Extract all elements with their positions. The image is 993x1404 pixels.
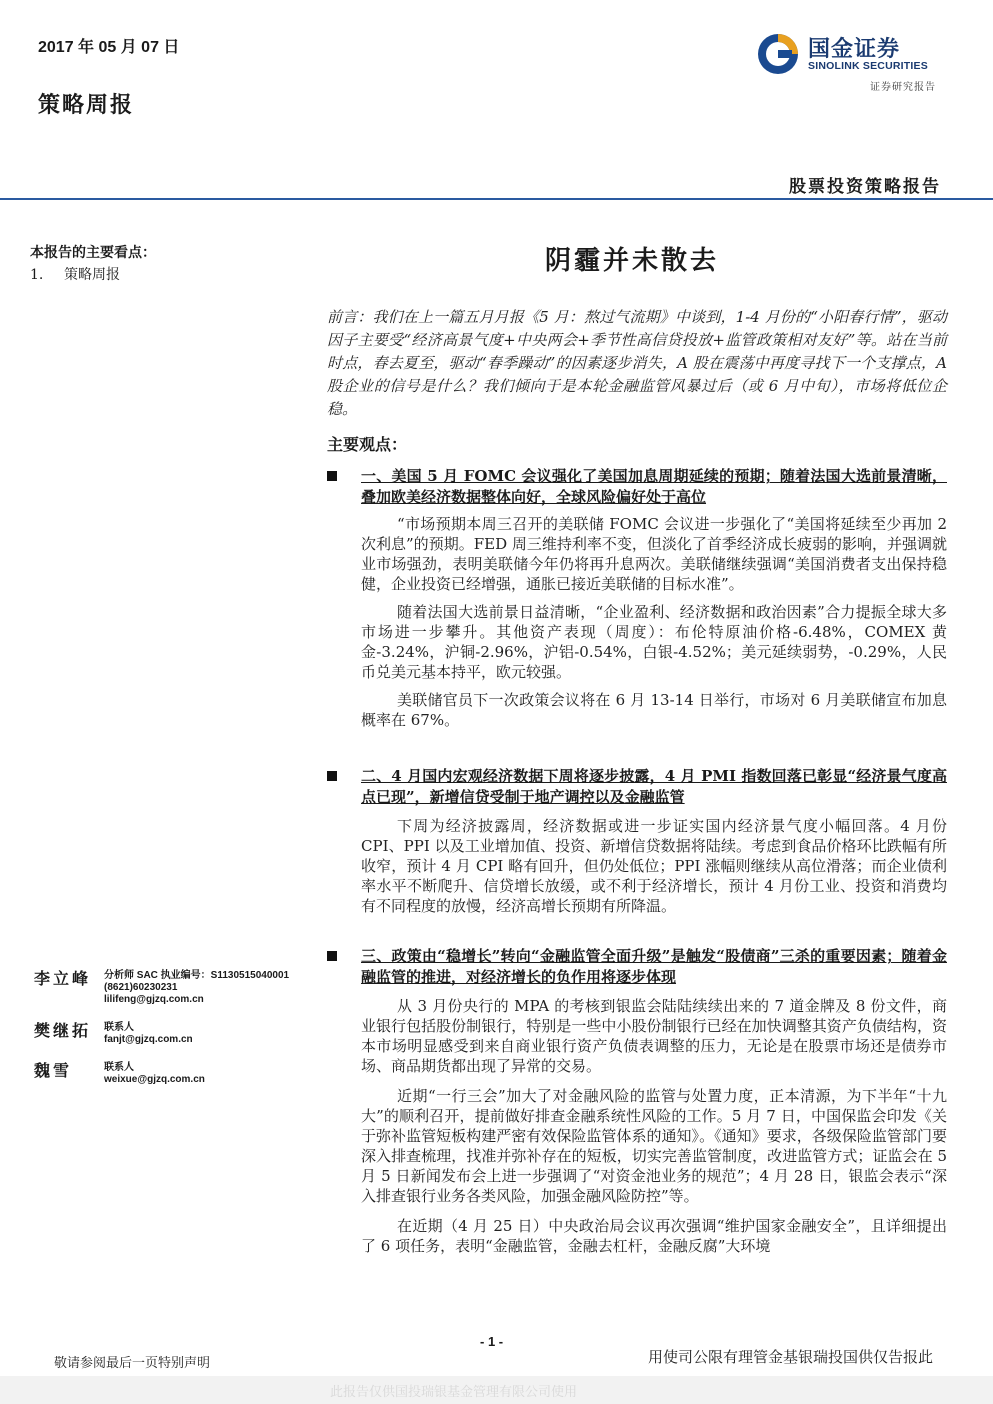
analyst-info: [104, 970, 289, 1006]
report-date: 2017 年 05 月 07 日: [38, 39, 180, 56]
analyst-info: [104, 1022, 193, 1046]
analyst-name: 魏雪: [34, 1061, 73, 1080]
section-3-paragraph: 在近期（4 月 25 日）中央政治局会议再次强调“维护国家金融安全”，且详细提出了 6 项任务，表明“金融监管，金融去杠杆，金融反腐”大环境: [361, 1217, 947, 1255]
logo-subtitle: 证券研究报告: [870, 82, 936, 93]
footer-mirrored-note: 用使司公限有理管金基银瑞投国供仅告报此: [647, 1348, 933, 1366]
section-1-paragraph: “市场预期本周三召开的美联储 FOMC 会议进一步强化了“美国将延续至少再加 2 次利息”的预期。FED 周三维持利率不变，但淡化了首季经济成长疲弱的影响，并强调就业市场强劲，表明美联储今年仍将再升息两次。美联储继续强调“美国消费者支出保持稳健，企业投资已经增强，通胀已接近美联储的目标水准”。: [361, 515, 947, 593]
header-divider: [0, 198, 993, 200]
analyst-list: [30, 966, 320, 1102]
logo-en-text: SINOLINK SECURITIES: [808, 60, 928, 72]
preface-paragraph: 前言：我们在上一篇五月月报《5 月：熬过气流期》中谈到，1-4 月份的“小阳春行情”，驱动因子主要受“经济高景气度+中央两会+季节性高信贷投放+监管政策相对友好”等。站在当前时点，春去夏至，驱动“春季躁动”的因素逐步消失，A 股在震荡中再度寻找下一个支撑点，A 股企业的信号是什么？我们倾向于是本轮金融监管风暴过后（或 6 月中旬），市场将低位企稳。: [327, 308, 947, 418]
analyst-name: 樊继拓: [34, 1021, 92, 1040]
analyst-card: [30, 1058, 320, 1102]
analyst-role: 联系人: [104, 1022, 134, 1033]
square-bullet-icon: [327, 951, 337, 961]
keypoint-text: 策略周报: [64, 267, 120, 283]
watermark-bar: [0, 1376, 993, 1404]
square-bullet-icon: [327, 471, 337, 481]
section-3-heading-text: 三、政策由“稳增长”转向“金融监管全面升级”是触发“股债商”三杀的重要因素；随着金融监管的推进，对经济增长的负作用将逐步体现: [361, 947, 947, 986]
keypoints-title: 本报告的主要看点：: [30, 245, 156, 261]
analyst-name: 李立峰: [34, 969, 92, 988]
analyst-card: [30, 1018, 320, 1058]
square-bullet-icon: [327, 771, 337, 781]
section-2-heading: [327, 766, 947, 808]
report-title: 阴霾并未散去: [545, 246, 720, 276]
logo-cn-text: 国金证券: [808, 37, 901, 62]
analyst-credential: 分析师 SAC 执业编号：S1130515040001: [104, 970, 290, 981]
main-points-title: 主要观点：: [327, 435, 408, 454]
analyst-email[interactable]: fanjt@gjzq.com.cn: [104, 1034, 193, 1045]
analyst-role: 联系人: [104, 1062, 134, 1073]
section-1: [327, 466, 947, 730]
section-1-heading: [327, 466, 947, 508]
footer-disclaimer: 敬请参阅最后一页特别声明: [54, 1356, 211, 1371]
keypoint-number: 1.: [30, 267, 44, 283]
analyst-email[interactable]: weixue@gjzq.com.cn: [104, 1074, 205, 1085]
section-1-heading-text: 一、美国 5 月 FOMC 会议强化了美国加息周期延续的预期；随着法国大选前景清晰，叠加欧美经济数据整体向好，全球风险偏好处于高位: [361, 467, 947, 506]
report-kind: 策略周报: [38, 92, 135, 118]
company-logo: [756, 30, 946, 78]
section-3: [327, 946, 947, 1256]
analyst-phone: (8621)60230231: [104, 982, 178, 993]
section-2: [327, 766, 947, 916]
watermark-text: 此报告仅供国投瑞银基金管理有限公司使用: [330, 1385, 578, 1400]
section-2-paragraph: 下周为经济披露周，经济数据或进一步证实国内经济景气度小幅回落。4 月份 CPI、PPI 以及工业增加值、投资、新增信贷数据将陆续。考虑到食品价格环比跌幅有所收窄，预计 4 月 CPI 略有回升，但仍处低位；PPI 涨幅则继续从高位滑落；而企业债利率水平不断爬升、信贷增长放缓，或不利于经济增长，预计 4 月份工业、投资和消费均有不同程度的放慢，经济高增长预期有所降温。: [361, 817, 947, 915]
report-type: 股票投资策略报告: [789, 177, 941, 197]
section-1-paragraph: 美联储官员下一次政策会议将在 6 月 13-14 日举行，市场对 6 月美联储宣布加息概率在 67%。: [361, 691, 947, 729]
logo-mark-icon: [756, 30, 804, 78]
analyst-email[interactable]: lilifeng@gjzq.com.cn: [104, 994, 204, 1005]
section-2-heading-text: 二、4 月国内宏观经济数据下周将逐步披露，4 月 PMI 指数回落已彰显“经济景气度高点已现”，新增信贷受制于地产调控以及金融监管: [361, 767, 947, 806]
section-3-heading: [327, 946, 947, 988]
keypoint-item: [30, 264, 120, 284]
page-number: - 1 -: [480, 1334, 504, 1349]
section-3-paragraph: 从 3 月份央行的 MPA 的考核到银监会陆陆续续出来的 7 道金牌及 8 份文件，商业银行包括股份制银行，特别是一些中小股份制银行已经在加快调整其资产负债结构，资本市场明显感受到来自商业银行资产负债表调整的压力，无论是在股票市场还是债券市场、商品期货都出现了异常的交易。: [361, 997, 947, 1075]
section-1-paragraph: 随着法国大选前景日益清晰，“企业盈利、经济数据和政治因素”合力提振全球大多市场进一步攀升。其他资产表现（周度）：布伦特原油价格-6.48%，COMEX 黄金-3.24%，沪铜-2.96%，沪铝-0.54%，白银-4.52%；美元延续弱势，-0.29%，人民币兑美元基本持平，欧元较强。: [361, 603, 947, 681]
analyst-info: [104, 1062, 205, 1086]
analyst-card: [30, 966, 320, 1018]
section-3-paragraph: 近期“一行三会”加大了对金融风险的监管与处置力度，正本清源，为下半年“十九大”的顺利召开，提前做好排查金融系统性风险的工作。5 月 7 日，中国保监会印发《关于弥补监管短板构建严密有效保险监管体系的通知》。《通知》要求，各级保险监管部门要深入排查梳理，找准并弥补存在的短板，切实完善监管制度，改进监管方式；证监会在 5 月 5 日新闻发布会上进一步强调了“对资金池业务的规范”；4 月 28 日，银监会表示“深入排查银行业务各类风险，加强金融风险防控”等。: [361, 1087, 947, 1205]
